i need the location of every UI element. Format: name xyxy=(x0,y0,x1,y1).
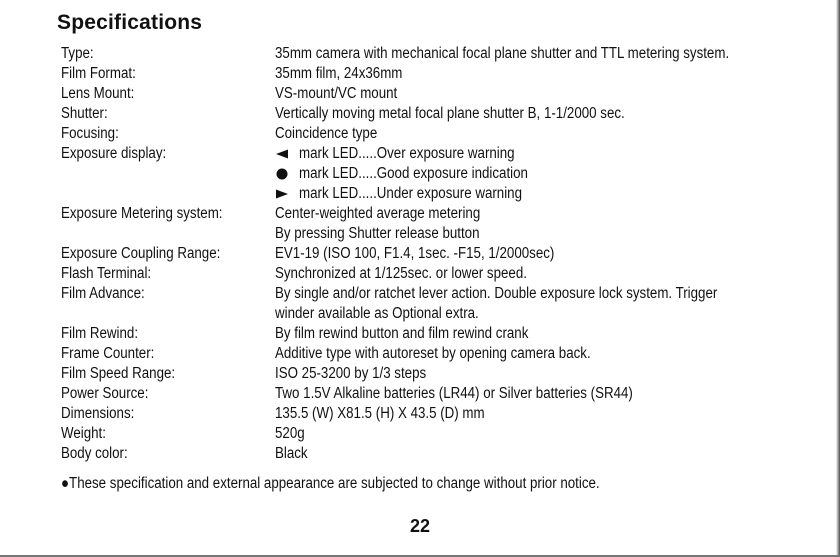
spec-label: Shutter: xyxy=(61,105,108,122)
page-number: 22 xyxy=(410,516,431,536)
spec-row-film-speed-range xyxy=(61,364,801,384)
spec-label: Dimensions: xyxy=(61,405,135,422)
spec-row-flash-terminal xyxy=(61,264,801,284)
spec-value xyxy=(275,424,801,444)
spec-value xyxy=(275,344,801,364)
spec-value xyxy=(275,364,801,384)
led-text: mark LED.....Under exposure warning xyxy=(299,185,523,202)
spec-value xyxy=(275,324,801,344)
spec-value xyxy=(275,144,801,204)
spec-value-line: Synchronized at 1/125sec. or lower speed. xyxy=(275,265,527,282)
spec-label: Focusing: xyxy=(61,125,119,142)
spec-value-line: By single and/or ratchet lever action. Double exposure lock system. Trigger xyxy=(275,285,718,302)
spec-value xyxy=(275,444,801,464)
spec-row-dimensions xyxy=(61,404,801,424)
spec-value-line: Coincidence type xyxy=(275,125,378,142)
spec-row-type xyxy=(61,44,801,64)
spec-row-focusing xyxy=(61,124,801,144)
spec-label: Weight: xyxy=(61,425,106,442)
spec-value-line: Two 1.5V Alkaline batteries (LR44) or Silver batteries (SR44) xyxy=(275,385,633,402)
spec-label: Exposure Metering system: xyxy=(61,205,223,222)
spec-value xyxy=(275,264,801,284)
right-triangle-icon xyxy=(275,187,289,201)
spec-label: Exposure display: xyxy=(61,145,167,162)
led-text: mark LED.....Over exposure warning xyxy=(299,145,515,162)
spec-row-power-source xyxy=(61,384,801,404)
spec-value xyxy=(275,404,801,424)
spec-row-exposure-display xyxy=(61,144,801,204)
spec-row-exposure-metering xyxy=(61,204,801,244)
spec-label: Type: xyxy=(61,45,94,62)
page-title: Specifications xyxy=(57,11,203,34)
spec-row-film-rewind xyxy=(61,324,801,344)
spec-value xyxy=(275,124,801,144)
spec-value-line: VS-mount/VC mount xyxy=(275,85,398,102)
spec-value xyxy=(275,244,801,264)
filled-circle-icon xyxy=(275,167,289,181)
spec-value-line: Center-weighted average metering xyxy=(275,205,481,222)
spec-value-line: EV1-19 (ISO 100, F1.4, 1sec. -F15, 1/2000sec) xyxy=(275,245,555,262)
spec-value xyxy=(275,44,803,64)
spec-row-body-color xyxy=(61,444,801,464)
spec-label: Exposure Coupling Range: xyxy=(61,245,221,262)
spec-value-line: 35mm camera with mechanical focal plane shutter and TTL metering system. xyxy=(275,45,730,62)
spec-table xyxy=(61,44,801,464)
spec-value-line: winder available as Optional extra. xyxy=(275,305,479,322)
spec-label: Film Format: xyxy=(61,65,136,82)
spec-label: Lens Mount: xyxy=(61,85,135,102)
spec-row-shutter xyxy=(61,104,801,124)
spec-value-line: Black xyxy=(275,445,308,462)
spec-row-lens-mount xyxy=(61,84,801,104)
spec-value-line: By film rewind button and film rewind crank xyxy=(275,325,529,342)
spec-value-line: ISO 25-3200 by 1/3 steps xyxy=(275,365,427,382)
spec-value-line: Additive type with autoreset by opening camera back. xyxy=(275,345,591,362)
spec-value-line: 35mm film, 24x36mm xyxy=(275,65,403,82)
spec-row-exposure-coupling xyxy=(61,244,801,264)
led-text: mark LED.....Good exposure indication xyxy=(299,165,528,182)
spec-label: Power Source: xyxy=(61,385,149,402)
disclaimer-note: ●These specification and external appearance are subjected to change without prior notice. xyxy=(61,475,600,492)
left-triangle-icon xyxy=(275,147,289,161)
spec-value-line: By pressing Shutter release button xyxy=(275,225,480,242)
spec-label: Frame Counter: xyxy=(61,345,155,362)
spec-row-weight xyxy=(61,424,801,444)
spec-row-film-format xyxy=(61,64,801,84)
spec-row-film-advance xyxy=(61,284,801,324)
led-line-good xyxy=(275,164,801,184)
spec-label: Film Advance: xyxy=(61,285,145,302)
spec-value xyxy=(275,64,801,84)
page-edge-shadow xyxy=(836,0,840,557)
spec-label: Flash Terminal: xyxy=(61,265,152,282)
spec-label: Body color: xyxy=(61,445,128,462)
spec-value xyxy=(275,204,801,244)
spec-value xyxy=(275,284,801,324)
spec-label: Film Rewind: xyxy=(61,325,139,342)
led-line-under xyxy=(275,184,801,204)
spec-value xyxy=(275,384,801,404)
spec-value-line: 520g xyxy=(275,425,305,442)
led-line-over xyxy=(275,144,801,164)
spec-value xyxy=(275,84,801,104)
spec-label: Film Speed Range: xyxy=(61,365,176,382)
spec-value xyxy=(275,104,801,124)
spec-row-frame-counter xyxy=(61,344,801,364)
spec-value-line: 135.5 (W) X81.5 (H) X 43.5 (D) mm xyxy=(275,405,485,422)
spec-value-line: Vertically moving metal focal plane shutter B, 1-1/2000 sec. xyxy=(275,105,625,122)
